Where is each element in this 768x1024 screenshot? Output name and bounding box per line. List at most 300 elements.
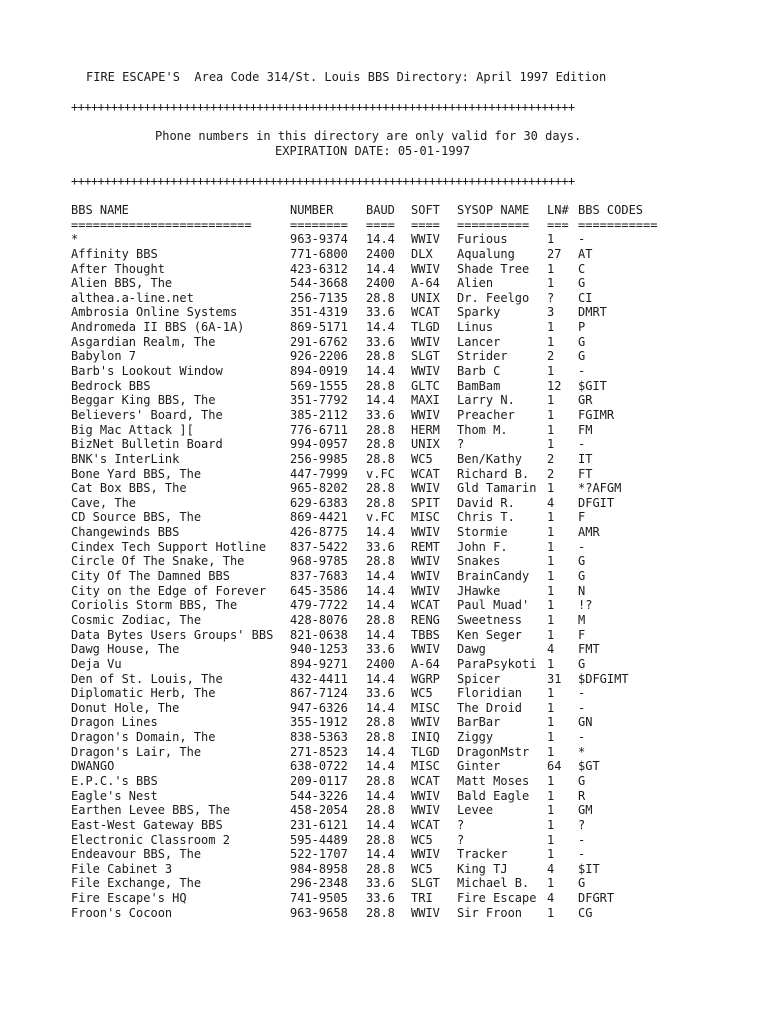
baud-rate: 14.4	[366, 232, 395, 247]
bbs-name: Deja Vu	[71, 656, 122, 671]
validity-notice: Phone numbers in this directory are only valid for 30 days.	[155, 129, 582, 143]
bbs-name: Fire Escape's HQ	[71, 891, 187, 906]
table-row	[71, 481, 691, 496]
baud-rate: 33.6	[366, 642, 395, 657]
table-row	[71, 833, 691, 848]
bbs-name: Data Bytes Users Groups' BBS	[71, 627, 274, 642]
bbs-codes: G	[578, 569, 586, 584]
bbs-codes: P	[578, 320, 586, 335]
baud-rate: 28.8	[366, 832, 395, 847]
table-row	[71, 510, 691, 525]
sysop-name: Ziggy	[457, 730, 494, 745]
line-count: 1	[547, 876, 555, 891]
sysop-name: ?	[457, 817, 465, 832]
table-row	[71, 876, 691, 891]
bbs-name: Dawg House, The	[71, 642, 180, 657]
line-count: 1	[547, 905, 555, 920]
separator-bbs-name: =========================	[71, 217, 252, 232]
sysop-name: Dawg	[457, 642, 486, 657]
bbs-name: Cave, The	[71, 495, 137, 510]
phone-number: 351-7792	[290, 393, 348, 408]
baud-rate: 14.4	[366, 598, 395, 613]
software: WCAT	[411, 466, 440, 481]
sysop-name: The Droid	[457, 700, 523, 715]
table-row	[71, 891, 691, 906]
software: WWIV	[411, 481, 440, 496]
baud-rate: 28.8	[366, 612, 395, 627]
line-count: 1	[547, 832, 555, 847]
bbs-name: Asgardian Realm, The	[71, 334, 216, 349]
bbs-codes: G	[578, 349, 586, 364]
table-row	[71, 540, 691, 555]
bbs-codes: FMT	[578, 642, 600, 657]
sysop-name: BarBar	[457, 715, 501, 730]
software: WWIV	[411, 642, 440, 657]
software: WC5	[411, 832, 433, 847]
table-row	[71, 247, 691, 262]
phone-number: 355-1912	[290, 715, 348, 730]
baud-rate: 14.4	[366, 569, 395, 584]
sysop-name: Richard B.	[457, 466, 530, 481]
software: WWIV	[411, 334, 440, 349]
bbs-name: Ambrosia Online Systems	[71, 305, 238, 320]
baud-rate: 28.8	[366, 451, 395, 466]
separator-bbs-codes: ===========	[578, 217, 658, 232]
baud-rate: 14.4	[366, 744, 395, 759]
bbs-codes: $IT	[578, 861, 600, 876]
table-row	[71, 320, 691, 335]
divider-rule-top: ++++++++++++++++++++++++++++++++++++++++++++++++++++++++++++++++++++++++++++	[71, 100, 575, 114]
line-count: 64	[547, 759, 562, 774]
bbs-name: Froon's Cocoon	[71, 905, 173, 920]
phone-number: 926-2206	[290, 349, 348, 364]
bbs-name: Dragon's Domain, The	[71, 730, 216, 745]
sysop-name: Thom M.	[457, 422, 508, 437]
bbs-codes: C	[578, 261, 586, 276]
bbs-codes: G	[578, 876, 586, 891]
line-count: ?	[547, 290, 555, 305]
table-row	[71, 628, 691, 643]
phone-number: 963-9374	[290, 232, 348, 247]
sysop-name: Dr. Feelgo	[457, 290, 530, 305]
sysop-name: Bald Eagle	[457, 788, 530, 803]
sysop-name: Shade Tree	[457, 261, 530, 276]
table-body	[71, 232, 691, 920]
table-row	[71, 496, 691, 511]
baud-rate: 28.8	[366, 715, 395, 730]
bbs-name: File Exchange, The	[71, 876, 202, 891]
phone-number: 595-4489	[290, 832, 348, 847]
phone-number: 209-0117	[290, 773, 348, 788]
baud-rate: 28.8	[366, 349, 395, 364]
bbs-codes: AT	[578, 246, 593, 261]
table-row	[71, 291, 691, 306]
bbs-name: Earthen Levee BBS, The	[71, 803, 230, 818]
baud-rate: 28.8	[366, 554, 395, 569]
sysop-name: BrainCandy	[457, 569, 530, 584]
phone-number: 965-8202	[290, 481, 348, 496]
line-count: 2	[547, 349, 555, 364]
sysop-name: ?	[457, 832, 465, 847]
table-row	[71, 452, 691, 467]
bbs-name: Believers' Board, The	[71, 407, 223, 422]
phone-number: 894-0919	[290, 364, 348, 379]
table-row	[71, 701, 691, 716]
table-header-row	[71, 203, 691, 218]
software: WGRP	[411, 671, 440, 686]
bbs-codes: CG	[578, 905, 593, 920]
baud-rate: 14.4	[366, 583, 395, 598]
software: SLGT	[411, 349, 440, 364]
sysop-name: ?	[457, 437, 465, 452]
bbs-codes: G	[578, 334, 586, 349]
bbs-name: Affinity BBS	[71, 246, 158, 261]
sysop-name: Linus	[457, 320, 494, 335]
bbs-name: althea.a-line.net	[71, 290, 194, 305]
sysop-name: Levee	[457, 803, 494, 818]
bbs-name: BNK's InterLink	[71, 451, 180, 466]
bbs-name: City on the Edge of Forever	[71, 583, 267, 598]
sysop-name: King TJ	[457, 861, 508, 876]
sysop-name: Lancer	[457, 334, 501, 349]
table-row	[71, 906, 691, 921]
bbs-name: Dragon Lines	[71, 715, 158, 730]
line-count: 4	[547, 642, 555, 657]
software: MISC	[411, 700, 440, 715]
sysop-name: DragonMstr	[457, 744, 530, 759]
bbs-codes: G	[578, 276, 586, 291]
sysop-name: John F.	[457, 539, 508, 554]
software: A-64	[411, 656, 440, 671]
sysop-name: Sir Froon	[457, 905, 523, 920]
software: MISC	[411, 510, 440, 525]
bbs-name: *	[71, 232, 79, 247]
bbs-codes: -	[578, 700, 586, 715]
phone-number: 231-6121	[290, 817, 348, 832]
baud-rate: 14.4	[366, 700, 395, 715]
line-count: 1	[547, 422, 555, 437]
table-row	[71, 467, 691, 482]
software: WWIV	[411, 905, 440, 920]
bbs-name: Diplomatic Herb, The	[71, 686, 216, 701]
bbs-name: Big Mac Attack ][	[71, 422, 194, 437]
divider-rule-bottom: ++++++++++++++++++++++++++++++++++++++++++++++++++++++++++++++++++++++++++++	[71, 174, 575, 188]
table-row	[71, 730, 691, 745]
software: WWIV	[411, 788, 440, 803]
line-count: 1	[547, 847, 555, 862]
phone-number: 629-6383	[290, 495, 348, 510]
bbs-codes: -	[578, 832, 586, 847]
table-row	[71, 364, 691, 379]
phone-number: 385-2112	[290, 407, 348, 422]
baud-rate: 28.8	[366, 378, 395, 393]
software: UNIX	[411, 437, 440, 452]
line-count: 1	[547, 612, 555, 627]
line-count: 1	[547, 407, 555, 422]
column-header-sysop-name: SYSOP NAME	[457, 203, 530, 217]
bbs-codes: *?AFGM	[578, 481, 622, 496]
sysop-name: ParaPsykoti	[457, 656, 537, 671]
baud-rate: 33.6	[366, 539, 395, 554]
sysop-name: BamBam	[457, 378, 501, 393]
bbs-name: File Cabinet 3	[71, 861, 173, 876]
table-row	[71, 803, 691, 818]
bbs-codes: -	[578, 437, 586, 452]
table-row	[71, 847, 691, 862]
phone-number: 837-7683	[290, 569, 348, 584]
phone-number: 867-7124	[290, 686, 348, 701]
bbs-codes: -	[578, 364, 586, 379]
sysop-name: Snakes	[457, 554, 501, 569]
line-count: 1	[547, 569, 555, 584]
line-count: 1	[547, 334, 555, 349]
baud-rate: 14.4	[366, 320, 395, 335]
table-row	[71, 818, 691, 833]
line-count: 1	[547, 276, 555, 291]
phone-number: 544-3226	[290, 788, 348, 803]
table-row	[71, 423, 691, 438]
column-header-soft: SOFT	[411, 203, 440, 217]
sysop-name: Strider	[457, 349, 508, 364]
phone-number: 428-8076	[290, 612, 348, 627]
line-count: 2	[547, 466, 555, 481]
bbs-codes: GR	[578, 393, 593, 408]
bbs-name: Babylon 7	[71, 349, 137, 364]
software: WWIV	[411, 554, 440, 569]
line-count: 1	[547, 320, 555, 335]
software: WWIV	[411, 232, 440, 247]
bbs-codes: FT	[578, 466, 593, 481]
phone-number: 638-0722	[290, 759, 348, 774]
phone-number: 423-6312	[290, 261, 348, 276]
baud-rate: 28.8	[366, 773, 395, 788]
line-count: 1	[547, 510, 555, 525]
phone-number: 569-1555	[290, 378, 348, 393]
bbs-name: Bone Yard BBS, The	[71, 466, 202, 481]
bbs-table	[71, 203, 691, 920]
bbs-codes: GN	[578, 715, 593, 730]
sysop-name: Stormie	[457, 525, 508, 540]
software: WC5	[411, 451, 433, 466]
bbs-codes: G	[578, 554, 586, 569]
line-count: 1	[547, 700, 555, 715]
table-row	[71, 408, 691, 423]
software: HERM	[411, 422, 440, 437]
table-row	[71, 642, 691, 657]
sysop-name: Ginter	[457, 759, 501, 774]
bbs-name: Andromeda II BBS (6A-1A)	[71, 320, 245, 335]
table-separator-row	[71, 218, 691, 233]
phone-number: 940-1253	[290, 642, 348, 657]
baud-rate: 2400	[366, 656, 395, 671]
software: MAXI	[411, 393, 440, 408]
line-count: 1	[547, 232, 555, 247]
line-count: 1	[547, 817, 555, 832]
table-row	[71, 598, 691, 613]
software: TLGD	[411, 320, 440, 335]
phone-number: 821-0638	[290, 627, 348, 642]
separator-baud: ====	[366, 217, 395, 232]
phone-number: 838-5363	[290, 730, 348, 745]
table-row	[71, 715, 691, 730]
sysop-name: Larry N.	[457, 393, 515, 408]
bbs-name: Dragon's Lair, The	[71, 744, 202, 759]
bbs-name: Cat Box BBS, The	[71, 481, 187, 496]
line-count: 1	[547, 627, 555, 642]
sysop-name: Matt Moses	[457, 773, 530, 788]
bbs-name: Barb's Lookout Window	[71, 364, 223, 379]
phone-number: 271-8523	[290, 744, 348, 759]
phone-number: 947-6326	[290, 700, 348, 715]
phone-number: 741-9505	[290, 891, 348, 906]
phone-number: 426-8775	[290, 525, 348, 540]
column-header-ln: LN#	[547, 203, 569, 217]
software: WWIV	[411, 583, 440, 598]
bbs-codes: F	[578, 510, 586, 525]
software: WCAT	[411, 598, 440, 613]
bbs-name: Eagle's Nest	[71, 788, 158, 803]
line-count: 1	[547, 656, 555, 671]
bbs-name: Donut Hole, The	[71, 700, 180, 715]
baud-rate: 14.4	[366, 788, 395, 803]
line-count: 1	[547, 773, 555, 788]
baud-rate: 33.6	[366, 686, 395, 701]
line-count: 31	[547, 671, 562, 686]
sysop-name: Gld Tamarin	[457, 481, 537, 496]
software: MISC	[411, 759, 440, 774]
bbs-codes: -	[578, 847, 586, 862]
baud-rate: 33.6	[366, 305, 395, 320]
software: SPIT	[411, 495, 440, 510]
line-count: 1	[547, 261, 555, 276]
phone-number: 296-2348	[290, 876, 348, 891]
line-count: 1	[547, 583, 555, 598]
separator-sysop-name: ==========	[457, 217, 530, 232]
sysop-name: David R.	[457, 495, 515, 510]
line-count: 1	[547, 803, 555, 818]
table-row	[71, 232, 691, 247]
bbs-name: Coriolis Storm BBS, The	[71, 598, 238, 613]
software: WWIV	[411, 407, 440, 422]
bbs-name: DWANGO	[71, 759, 115, 774]
bbs-codes: ?	[578, 817, 586, 832]
phone-number: 776-6711	[290, 422, 348, 437]
phone-number: 869-4421	[290, 510, 348, 525]
baud-rate: 14.4	[366, 261, 395, 276]
software: GLTC	[411, 378, 440, 393]
line-count: 4	[547, 495, 555, 510]
column-header-baud: BAUD	[366, 203, 395, 217]
sysop-name: Paul Muad'	[457, 598, 530, 613]
sysop-name: Barb C	[457, 364, 501, 379]
software: RENG	[411, 612, 440, 627]
separator-soft: ====	[411, 217, 440, 232]
sysop-name: Ben/Kathy	[457, 451, 523, 466]
bbs-codes: -	[578, 730, 586, 745]
line-count: 1	[547, 554, 555, 569]
sysop-name: Tracker	[457, 847, 508, 862]
software: WWIV	[411, 525, 440, 540]
phone-number: 968-9785	[290, 554, 348, 569]
software: DLX	[411, 246, 433, 261]
bbs-codes: *	[578, 744, 586, 759]
phone-number: 458-2054	[290, 803, 348, 818]
baud-rate: 28.8	[366, 730, 395, 745]
software: WWIV	[411, 847, 440, 862]
sysop-name: Floridian	[457, 686, 523, 701]
baud-rate: 14.4	[366, 525, 395, 540]
bbs-name: Bedrock BBS	[71, 378, 151, 393]
line-count: 4	[547, 861, 555, 876]
bbs-codes: !?	[578, 598, 593, 613]
phone-number: 869-5171	[290, 320, 348, 335]
baud-rate: 14.4	[366, 817, 395, 832]
table-row	[71, 335, 691, 350]
bbs-name: E.P.C.'s BBS	[71, 773, 158, 788]
bbs-name: Changewinds BBS	[71, 525, 180, 540]
table-row	[71, 686, 691, 701]
phone-number: 256-9985	[290, 451, 348, 466]
bbs-codes: FGIMR	[578, 407, 615, 422]
software: WC5	[411, 861, 433, 876]
sysop-name: Sweetness	[457, 612, 523, 627]
expiration-date: EXPIRATION DATE: 05-01-1997	[275, 144, 471, 158]
table-row	[71, 262, 691, 277]
line-count: 2	[547, 451, 555, 466]
software: TRI	[411, 891, 433, 906]
software: WCAT	[411, 817, 440, 832]
software: WWIV	[411, 569, 440, 584]
software: TBBS	[411, 627, 440, 642]
column-header-number: NUMBER	[290, 203, 334, 217]
line-count: 1	[547, 686, 555, 701]
baud-rate: 2400	[366, 276, 395, 291]
line-count: 1	[547, 730, 555, 745]
software: UNIX	[411, 290, 440, 305]
bbs-codes: R	[578, 788, 586, 803]
table-row	[71, 759, 691, 774]
bbs-codes: DFGRT	[578, 891, 615, 906]
baud-rate: 14.4	[366, 627, 395, 642]
phone-number: 544-3668	[290, 276, 348, 291]
table-row	[71, 276, 691, 291]
bbs-codes: FM	[578, 422, 593, 437]
software: TLGD	[411, 744, 440, 759]
phone-number: 447-7999	[290, 466, 348, 481]
phone-number: 984-8958	[290, 861, 348, 876]
line-count: 1	[547, 788, 555, 803]
bbs-name: CD Source BBS, The	[71, 510, 202, 525]
baud-rate: 33.6	[366, 407, 395, 422]
bbs-codes: IT	[578, 451, 593, 466]
table-row	[71, 657, 691, 672]
phone-number: 432-4411	[290, 671, 348, 686]
bbs-name: East-West Gateway BBS	[71, 817, 223, 832]
sysop-name: Aqualung	[457, 246, 515, 261]
software: A-64	[411, 276, 440, 291]
sysop-name: Chris T.	[457, 510, 515, 525]
phone-number: 894-9271	[290, 656, 348, 671]
line-count: 1	[547, 525, 555, 540]
table-row	[71, 789, 691, 804]
bbs-codes: $GT	[578, 759, 600, 774]
line-count: 1	[547, 744, 555, 759]
phone-number: 645-3586	[290, 583, 348, 598]
directory-title: FIRE ESCAPE'S Area Code 314/St. Louis BBS Directory: April 1997 Edition	[86, 70, 607, 84]
baud-rate: 28.8	[366, 861, 395, 876]
line-count: 27	[547, 246, 562, 261]
phone-number: 479-7722	[290, 598, 348, 613]
